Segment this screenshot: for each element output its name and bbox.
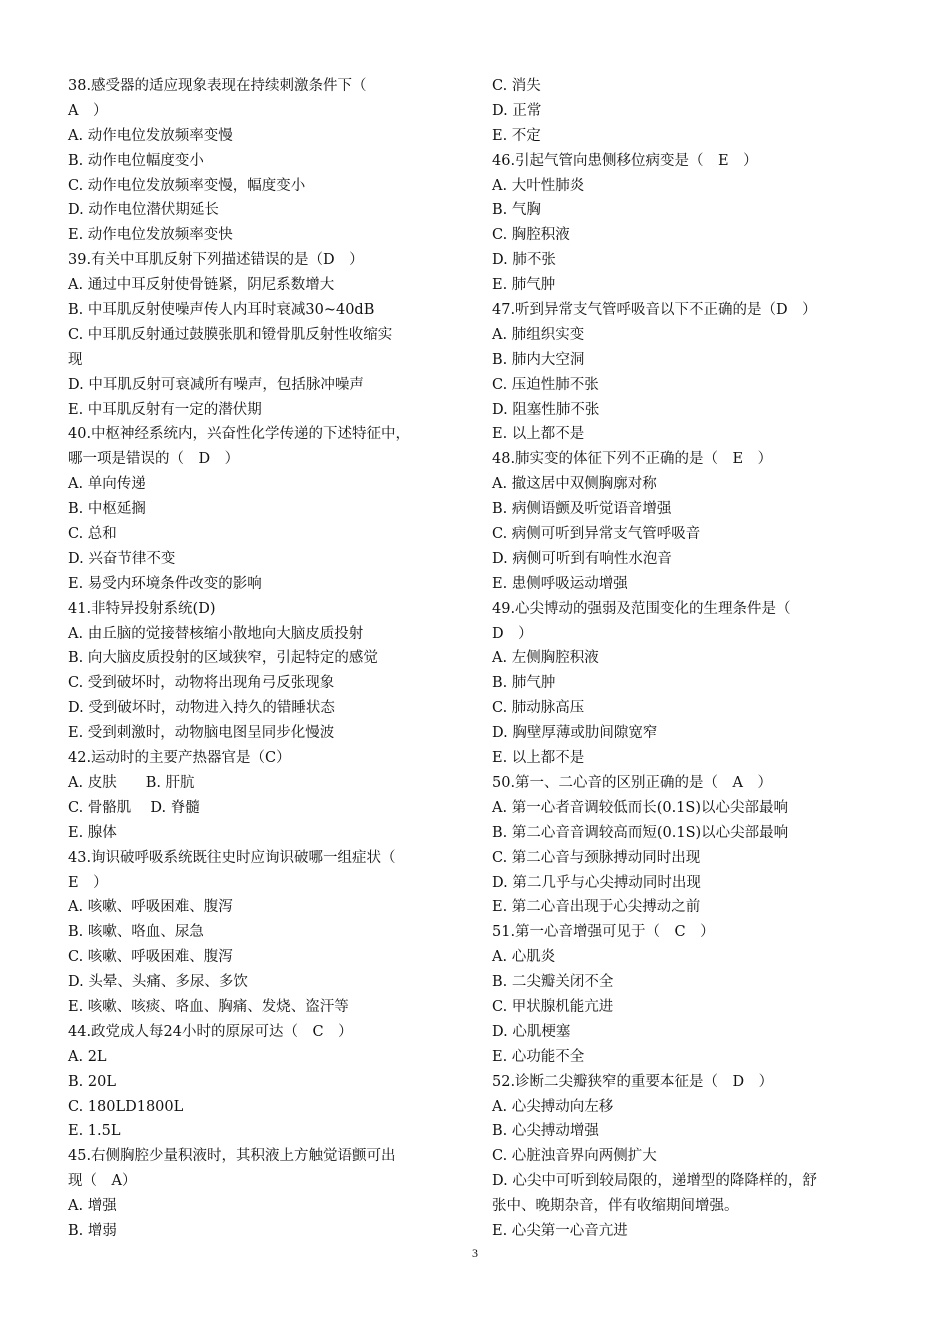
text-line: A. 咳嗽、呼吸困难、腹泻 — [68, 899, 233, 916]
text-line: E. 以上都不是 — [492, 750, 585, 767]
text-line: 43.询识破呼吸系统既往史时应询识破哪一组症状（ — [68, 849, 396, 866]
text-line: D. 心尖中可听到较局限的，递增型的降降样的，舒 — [492, 1173, 817, 1190]
text-line: E. 动作电位发放频率变快 — [68, 227, 233, 244]
text-line: A. 通过中耳反射使骨链紧，阴尼系数增大 — [68, 277, 335, 294]
text-line: D. 心肌梗塞 — [492, 1023, 571, 1040]
text-line: 46.引起气管向患侧移位病变是（ E ） — [492, 152, 758, 169]
text-line: C. 病侧可听到异常支气管呼吸音 — [492, 526, 701, 543]
text-line: A. 第一心者音调较低而长(0.1S)以心尖部最响 — [492, 799, 788, 816]
text-line: D. 头晕、头痛、多尿、多饮 — [68, 974, 248, 991]
text-line: D. 阻塞性肺不张 — [492, 401, 600, 418]
text-line: C. 甲状腺机能亢进 — [492, 998, 614, 1015]
text-line: A. 皮肤 B. 肝肮 — [68, 774, 195, 791]
text-line: 47.听到异常支气管呼吸音以下不正确的是（D ） — [492, 302, 817, 319]
text-line: D. 兴奋节律不变 — [68, 550, 176, 567]
text-line: A. 肺组织实变 — [492, 326, 585, 343]
text-line: 49.心尖博动的强弱及范围变化的生理条件是（ — [492, 600, 791, 617]
text-line: E. 心尖第一心音亢进 — [492, 1222, 628, 1239]
text-line: E. 中耳肌反射有一定的潜伏期 — [68, 401, 262, 418]
text-line: B. 20L — [68, 1073, 116, 1090]
text-line: C. 心脏浊音界向两侧扩大 — [492, 1148, 657, 1165]
text-line: E. 不定 — [492, 127, 541, 144]
text-line: D. 胸壁厚薄或肋间隙宽窄 — [492, 725, 658, 742]
text-line: B. 肺气肿 — [492, 675, 556, 692]
text-line: B. 增弱 — [68, 1222, 117, 1239]
text-line: D. 第二几乎与心尖搏动同时出现 — [492, 874, 701, 891]
text-line: E. 患侧呼吸运动增强 — [492, 575, 628, 592]
text-line: D ） — [492, 625, 533, 642]
right-column — [492, 74, 892, 1244]
text-line: 40.中枢神经系统内，兴奋性化学传递的下述特征中， — [68, 426, 411, 443]
text-line: 48.肺实变的体征下列不正确的是（ E ） — [492, 451, 773, 468]
text-line: D. 动作电位潜伏期延长 — [68, 202, 219, 219]
text-line: B. 中耳肌反射使噪声传人内耳时衰减30~40dB — [68, 302, 375, 319]
text-line: A ） — [68, 102, 108, 119]
text-line: B. 二尖瓣关闭不全 — [492, 974, 614, 991]
left-column — [68, 74, 473, 1244]
text-line: B. 动作电位幅度变小 — [68, 152, 204, 169]
text-line: E ） — [68, 874, 108, 891]
text-line: A. 撤这居中双侧胸廓对称 — [492, 476, 657, 493]
text-line: 41.非特异投射系统(D) — [68, 600, 216, 617]
text-line: C. 动作电位发放频率变慢，幅度变小 — [68, 177, 306, 194]
text-line: 45.右侧胸腔少量积液时，其积液上方触觉语颤可出 — [68, 1148, 396, 1165]
text-line: C. 压迫性肺不张 — [492, 376, 599, 393]
text-line: D. 中耳肌反射可衰减所有噪声，包括脉冲噪声 — [68, 376, 364, 393]
text-line: B. 咳嗽、咯血、尿急 — [68, 924, 204, 941]
text-line: A. 单向传递 — [68, 476, 146, 493]
text-line: C. 胸腔积液 — [492, 227, 570, 244]
text-line: A. 心肌炎 — [492, 949, 556, 966]
text-line: A. 增强 — [68, 1198, 117, 1215]
text-line: D. 受到破坏时，动物进入持久的错睡状态 — [68, 700, 335, 717]
text-line: E. 1.5L — [68, 1123, 121, 1140]
text-line: C. 消失 — [492, 78, 541, 94]
text-line: 哪一项是错误的（ D ） — [68, 451, 240, 468]
text-line: D. 病侧可听到有响性水泡音 — [492, 550, 672, 567]
text-line: 52.诊断二尖瓣狭窄的重要本征是（ D ） — [492, 1073, 774, 1090]
text-line: 现 — [68, 351, 83, 368]
text-line: E. 肺气肿 — [492, 277, 556, 294]
text-line: E. 受到刺激时，动物脑电图呈同步化慢波 — [68, 725, 335, 742]
text-line: 44.政党成人每24小时的原尿可达（ C ） — [68, 1023, 353, 1040]
text-line: 38.感受器的适应现象表现在持续刺激条件下（ — [68, 78, 367, 94]
text-line: A. 由丘脑的觉接替核缩小散地向大脑皮质投射 — [68, 625, 364, 642]
text-line: C. 总和 — [68, 526, 117, 543]
page-number: 3 — [472, 1246, 478, 1260]
text-line: E. 咳嗽、咳痰、咯血、胸痛、发烧、盗汗等 — [68, 998, 349, 1015]
text-line: A. 大叶性肺炎 — [492, 177, 585, 194]
text-line: B. 气胸 — [492, 202, 541, 219]
text-line: C. 受到破坏时，动物将出现角弓反张现象 — [68, 675, 335, 692]
text-line: 现（ A） — [68, 1173, 137, 1190]
text-line: 42.运动时的主要产热器官是（C） — [68, 750, 291, 767]
text-line: B. 病侧语颤及听觉语音增强 — [492, 501, 672, 518]
text-line: A. 2L — [68, 1048, 107, 1065]
text-line: C. 第二心音与颈脉搏动同时出现 — [492, 849, 701, 866]
text-line: 51.第一心音增强可见于（ C ） — [492, 924, 715, 941]
text-line: D. 肺不张 — [492, 252, 556, 269]
text-line: D. 正常 — [492, 102, 542, 119]
text-line: E. 易受内环境条件改变的影响 — [68, 575, 262, 592]
text-line: E. 以上都不是 — [492, 426, 585, 443]
text-line: E. 心功能不全 — [492, 1048, 585, 1065]
text-line: E. 腺体 — [68, 824, 117, 841]
text-line: 张中、晚期杂音，伴有收缩期间增强。 — [492, 1198, 739, 1215]
text-line: C. 180LD1800L — [68, 1098, 184, 1115]
text-line: B. 向大脑皮质投射的区域狭窄，引起特定的感觉 — [68, 650, 378, 667]
text-line: C. 中耳肌反射通过鼓膜张肌和镫骨肌反射性收缩实 — [68, 326, 393, 343]
text-line: 39.有关中耳肌反射下列描述错误的是（D ） — [68, 252, 364, 269]
text-line: C. 咳嗽、呼吸困难、腹泻 — [68, 949, 233, 966]
text-line: B. 肺内大空洞 — [492, 351, 585, 368]
text-line: C. 肺动脉高压 — [492, 700, 585, 717]
text-line: B. 第二心音音调较高而短(0.1S)以心尖部最响 — [492, 824, 789, 841]
text-line: E. 第二心音出现于心尖搏动之前 — [492, 899, 701, 916]
text-line: A. 动作电位发放频率变慢 — [68, 127, 233, 144]
text-line: 50.第一、二心音的区别正确的是（ A ） — [492, 774, 773, 791]
text-line: B. 中枢延搁 — [68, 501, 146, 518]
text-line: C. 骨骼肌 D. 脊髓 — [68, 799, 200, 816]
text-line: A. 心尖搏动向左移 — [492, 1098, 614, 1115]
text-line: B. 心尖搏动增强 — [492, 1123, 599, 1140]
text-line: A. 左侧胸腔积液 — [492, 650, 599, 667]
